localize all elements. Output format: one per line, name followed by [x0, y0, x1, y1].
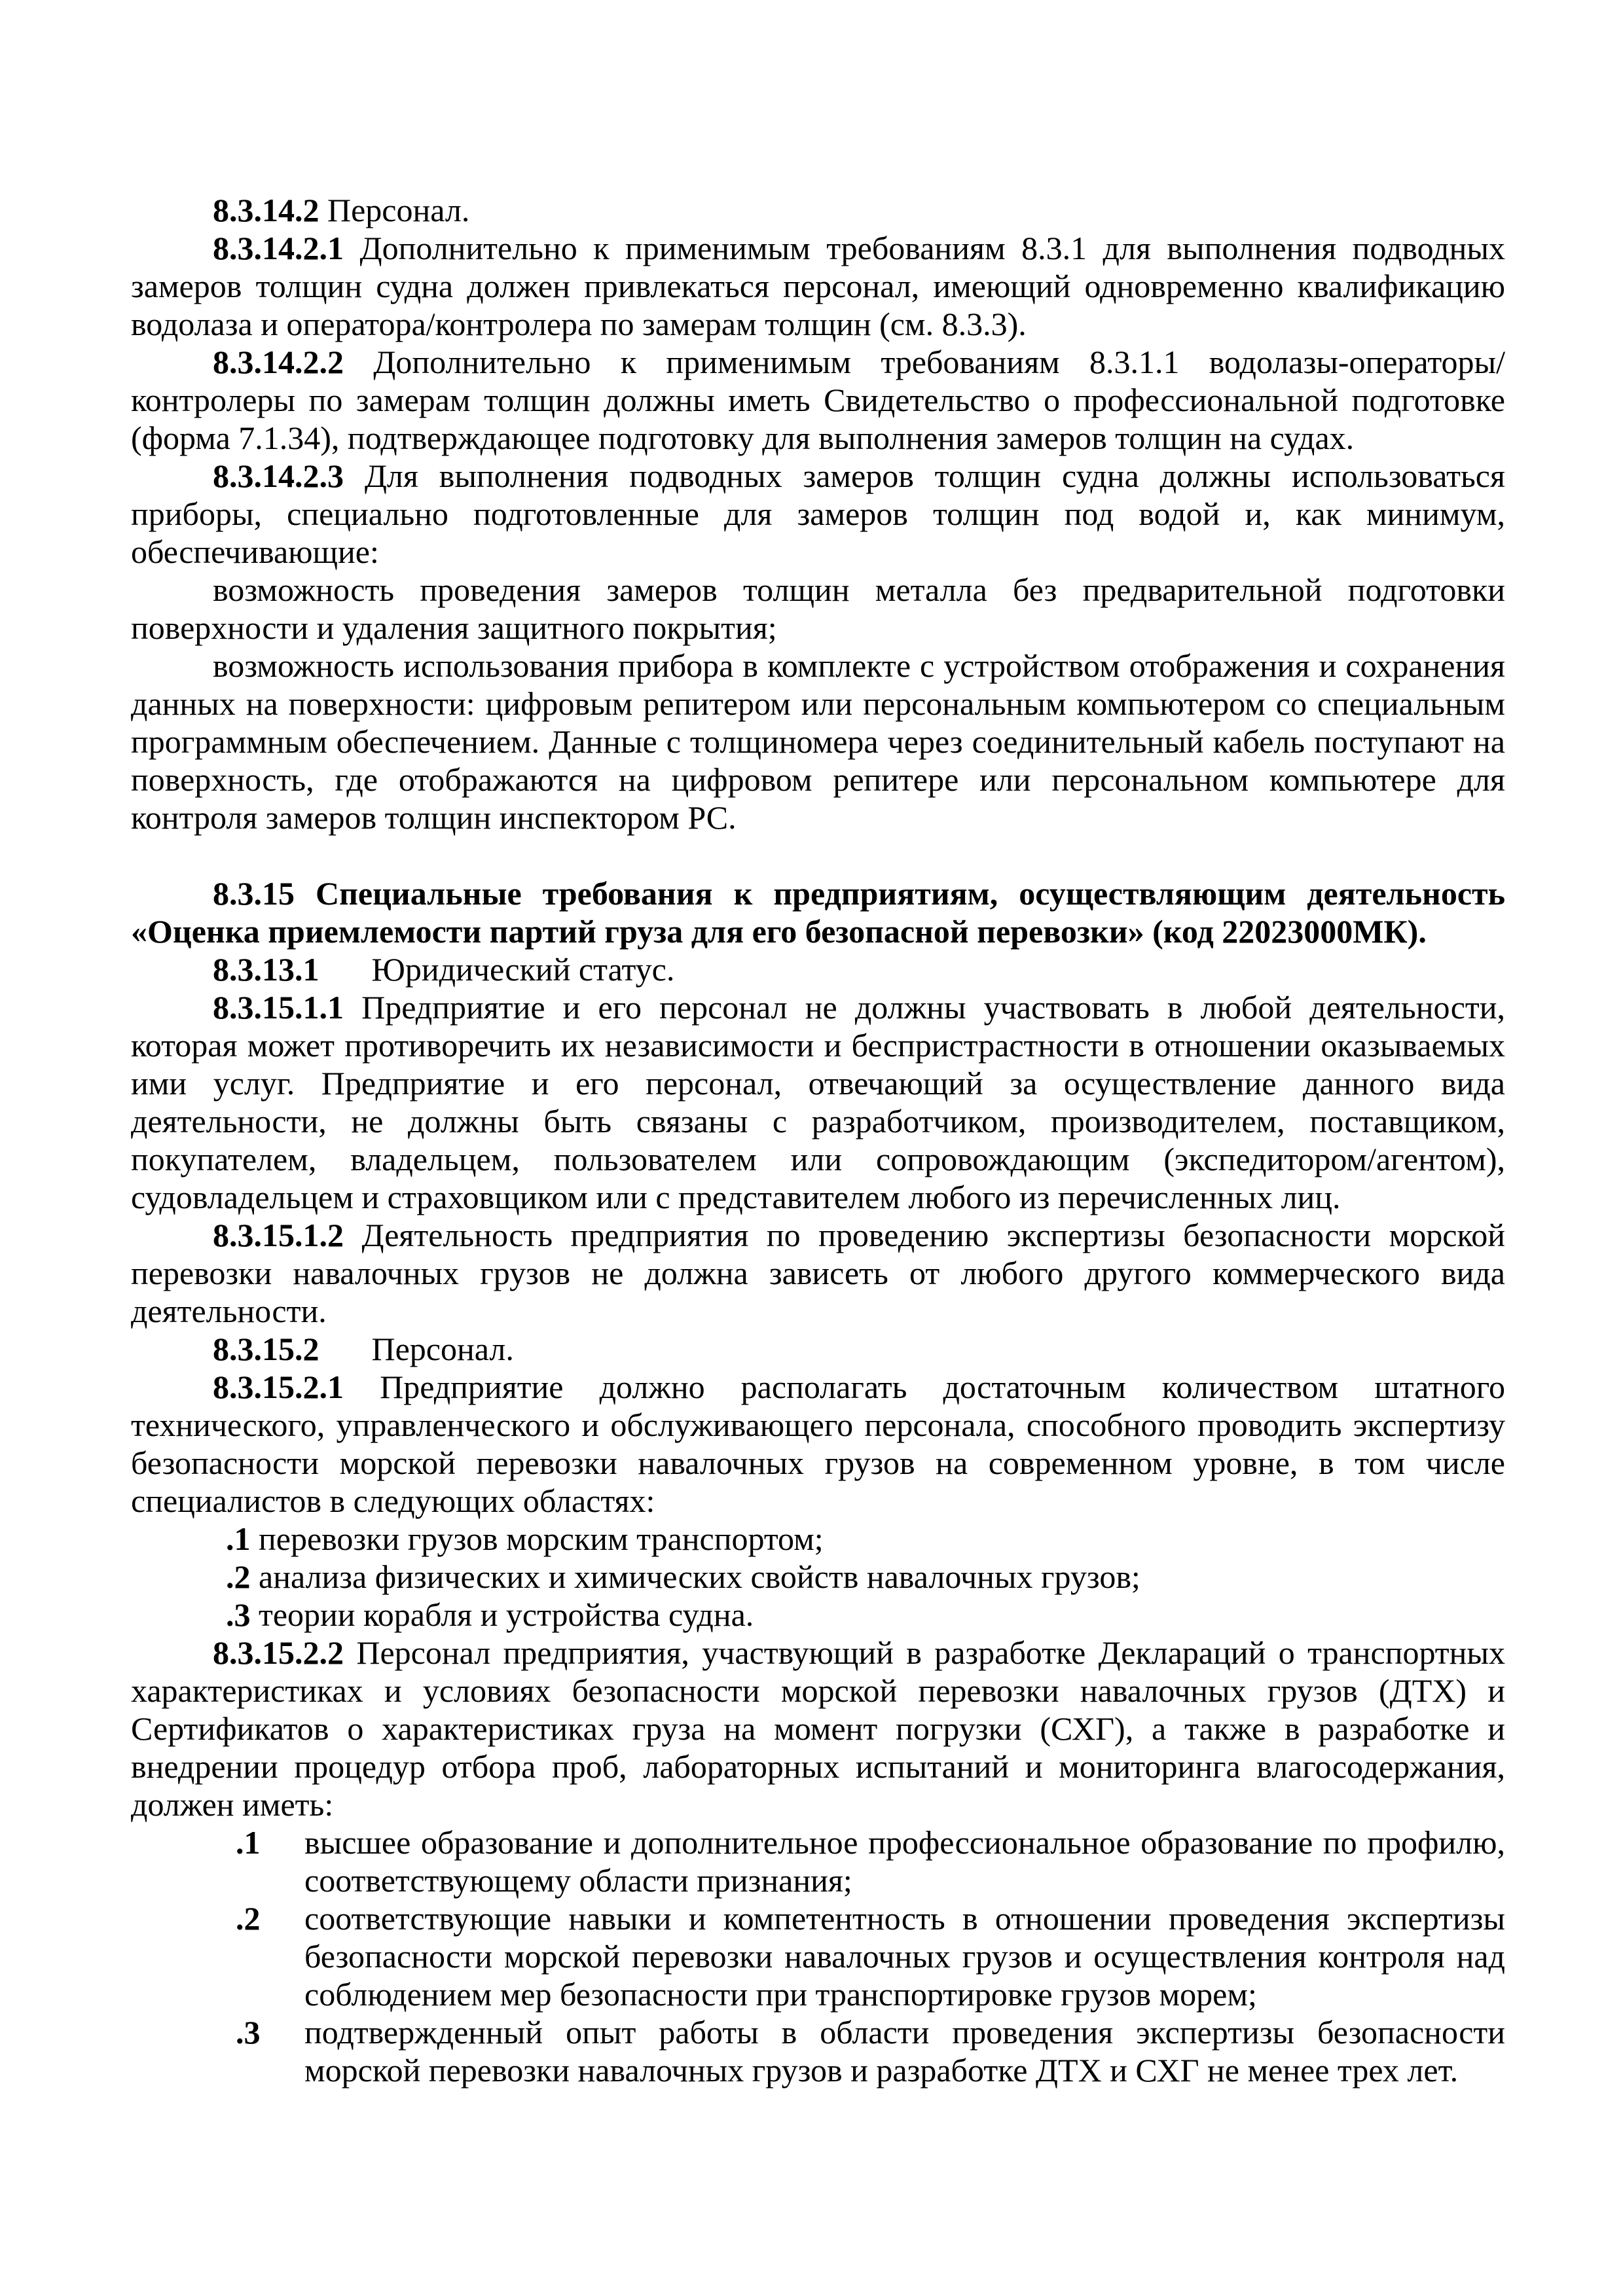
clause-number: 8.3.15.2 — [213, 1331, 319, 1367]
clause-number: 8.3.14.2 — [213, 192, 319, 228]
heading-8-3-15 — [131, 874, 1505, 950]
para-8-3-15-2 — [131, 1330, 1505, 1368]
list-item-requirements-1 — [131, 1823, 1505, 1899]
list-item-text: соответствующие навыки и компетентность в отношении проведения экспертизы безопасности морской перевозки навалочных грузов и осуществления контроля над соблюдением мер безопасности при транспортировке грузов морем; — [304, 1900, 1505, 2013]
clause-number: 8.3.15.1.1 — [213, 989, 344, 1026]
clause-text: Деятельность предприятия по проведению экспертизы безопасности морской перевозки навалочных грузов не должна зависеть от любого другого коммерческого вида деятельности. — [131, 1217, 1506, 1329]
para-8-3-14-2 — [131, 191, 1505, 229]
para-8-3-15-1-1 — [131, 988, 1505, 1216]
para-8-3-15-2-2 — [131, 1634, 1505, 1823]
clause-text: Персонал. — [327, 192, 470, 228]
list-item-text: перевозки грузов морским транспортом; — [259, 1520, 824, 1557]
clause-text: Предприятие должно располагать достаточным количеством штатного технического, управленческого и обслуживающего персонала, способного проводить экспертизу безопасности морской перевозки навалочных грузов на современном уровне, в том числе специалистов в следующих областях: — [131, 1369, 1506, 1519]
clause-text: Дополнительно к применимым требованиям 8.3.1 для выполнения подводных замеров толщин судна должен привлекаться персонал, имеющий одновременно квалификацию водолаза и оператора/контролера по замерам толщин (см. 8.3.3). — [131, 230, 1505, 342]
list-item-text: подтвержденный опыт работы в области проведения экспертизы безопасности морской перевозки навалочных грузов и разработке ДТХ и СХГ не менее трех лет. — [304, 2014, 1505, 2089]
clause-number: 8.3.13.1 — [213, 951, 319, 988]
clause-text: Предприятие и его персонал не должны участвовать в любой деятельности, которая может противоречить их независимости и беспристрастности в отношении оказываемых ими услуг. Предприятие и его персонал, отвечающий за осуществление данного вида деятельности, не должны быть связаны с разработчиком, производителем, поставщиком, покупателем, владельцем, пользователем или сопровождающим (экспедитором/агентом), судовладельцем и страховщиком или с представителем любого из перечисленных лиц. — [131, 989, 1505, 1215]
clause-text: Персонал предприятия, участвующий в разработке Деклараций о транспортных характеристиках и условиях безопасности морской перевозки навалочных грузов (ДТХ) и Сертификатов о характеристиках груза на момент погрузки (СХГ), а также в разработке и внедрении процедур отбора проб, лабораторных испытаний и мониторинга влагосодержания, должен иметь: — [131, 1634, 1505, 1823]
list-item-areas-3 — [131, 1596, 1505, 1634]
clause-number: 8.3.15.1.2 — [213, 1217, 344, 1253]
clause-number: 8.3.14.2.2 — [213, 344, 344, 380]
list-item-text: анализа физических и химических свойств навалочных грузов; — [259, 1558, 1140, 1595]
list-item-text: теории корабля и устройства судна. — [259, 1596, 754, 1633]
clause-number: 8.3.15.2.2 — [213, 1634, 344, 1671]
list-item-text: высшее образование и дополнительное профессиональное образование по профилю, соответствующему области признания; — [304, 1824, 1505, 1899]
para-8-3-13-1 — [131, 950, 1505, 988]
clause-number: 8.3.15.2.1 — [213, 1369, 344, 1405]
clause-number: 8.3.15 — [213, 875, 295, 912]
list-marker: .1 — [226, 1520, 251, 1557]
list-marker: .2 — [236, 1900, 261, 1937]
clause-text: Для выполнения подводных замеров толщин судна должны использоваться приборы, специально подготовленные для замеров толщин под водой и, как минимум, обеспечивающие: — [131, 457, 1505, 570]
list-marker: .3 — [226, 1596, 251, 1633]
heading-text: Специальные требования к предприятиям, осуществляющим деятельность «Оценка приемлемости партий груза для его безопасной перевозки» (код 22023000МК). — [131, 875, 1506, 950]
para-capability-2 — [131, 647, 1505, 836]
para-8-3-14-2-3 — [131, 457, 1505, 571]
para-8-3-15-2-1 — [131, 1368, 1505, 1520]
clause-text: возможность использования прибора в комплекте с устройством отображения и сохранения данных на поверхности: цифровым репитером или персональным компьютером со специальным программным обеспечением. Данные с толщиномера через соединительный кабель поступают на поверхность, где отображаются на цифровом репитере или персональном компьютере для контроля замеров толщин инспектором РС. — [131, 647, 1505, 836]
list-item-requirements-2 — [131, 1899, 1505, 2013]
list-item-areas-1 — [131, 1520, 1505, 1558]
para-8-3-15-1-2 — [131, 1216, 1505, 1330]
para-capability-1 — [131, 571, 1505, 647]
list-item-areas-2 — [131, 1558, 1505, 1596]
clause-text: Персонал. — [371, 1331, 514, 1367]
list-item-requirements-3 — [131, 2013, 1505, 2089]
list-marker: .1 — [236, 1824, 261, 1861]
list-marker: .2 — [226, 1558, 251, 1595]
para-8-3-14-2-1 — [131, 229, 1505, 343]
clause-number: 8.3.14.2.1 — [213, 230, 344, 266]
list-marker: .3 — [236, 2014, 261, 2051]
para-8-3-14-2-2 — [131, 343, 1505, 457]
clause-text: Юридический статус. — [371, 951, 675, 988]
clause-text: возможность проведения замеров толщин металла без предварительной подготовки поверхности и удаления защитного покрытия; — [131, 571, 1505, 646]
clause-text: Дополнительно к применимым требованиям 8.3.1.1 водолазы-операторы/контролеры по замерам толщин должны иметь Свидетельство о профессиональной подготовке (форма 7.1.34), подтверждающее подготовку для выполнения замеров толщин на судах. — [131, 344, 1505, 456]
clause-number: 8.3.14.2.3 — [213, 457, 344, 494]
